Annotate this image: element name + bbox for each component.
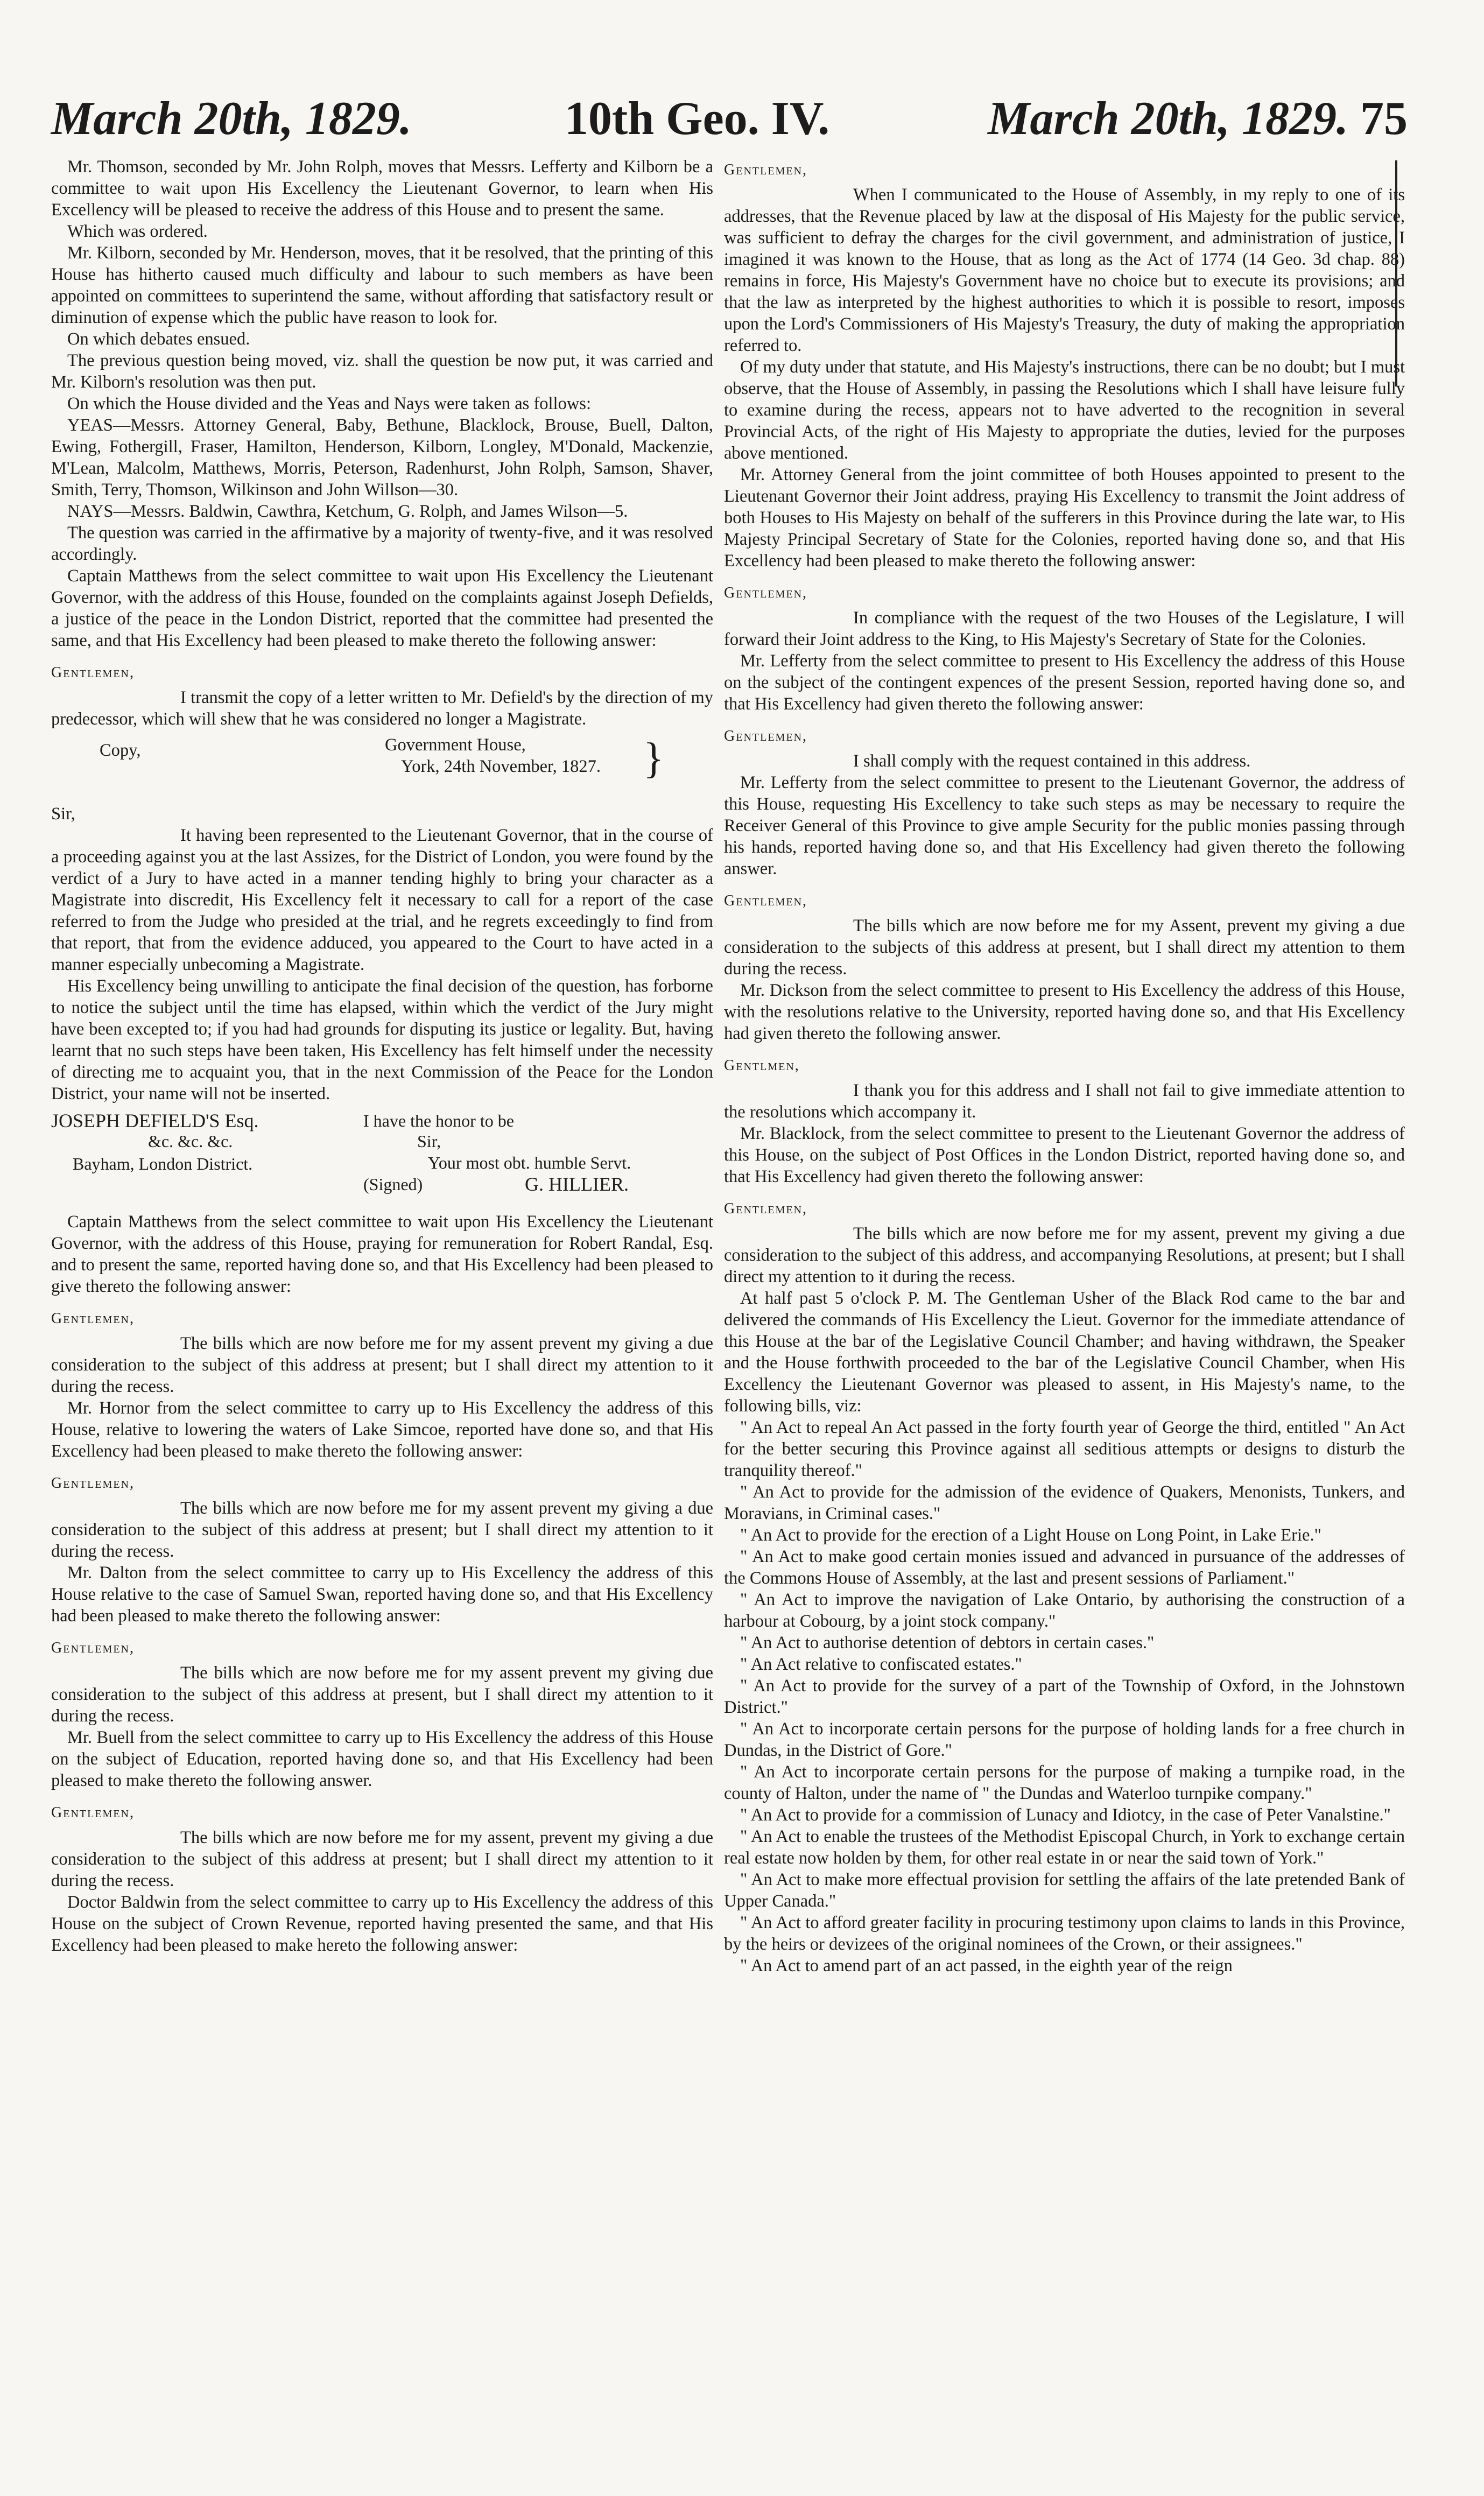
paragraph: Mr. Dalton from the select committee to carry up to His Excellency the address of this House relative to the case of Samuel Swan, reported having done so, and that His Excellency had been pleased to make thereto the following answer: bbox=[51, 1563, 713, 1626]
paragraph: On which the House divided and the Yeas and Nays were taken as follows: bbox=[67, 394, 591, 413]
page-number: 75 bbox=[1360, 93, 1408, 145]
reply-text: The bills which are now before me for my Assent, prevent my giving a due consideration to the subjects of this address at present, but I shall direct my attention to them during the recess. bbox=[724, 916, 1405, 979]
reply-text: The bills which are now before me for my assent prevent my giving due consideration to the subject of this address at present, but I shall direct my attention to it during the recess. bbox=[51, 1663, 713, 1726]
addressee-name: JOSEPH DEFIELD'S Esq. bbox=[51, 1110, 259, 1131]
act-title: " An Act to improve the navigation of Lake Ontario, by authorising the construction of a harbour at Cobourg, by a joint stock company." bbox=[724, 1590, 1405, 1631]
letter-date: York, 24th November, 1827. bbox=[401, 757, 601, 776]
letter-body: It having been represented to the Lieutenant Governor, that in the course of a proceeding against you at the last Assizes, for the District of London, you were found by the verdict of a Jury to have acted in a manner tending highly to bring your character as a Magistrate into discredit, His Excellency felt it necessary to call for a report of the case referred to from the Judge who presided at the trial, and he regrets exceedingly to find from that report, that from the evidence adduced, you appeared to the Court to have acted in a manner especially unbecoming a Magistrate. bbox=[51, 826, 713, 974]
right-column bbox=[724, 156, 1405, 2465]
salutation: Gentlemen, bbox=[51, 1640, 135, 1656]
act-title: " An Act to authorise detention of debtors in certain cases." bbox=[740, 1633, 1155, 1653]
salutation: Gentlemen, bbox=[51, 1310, 135, 1327]
reply-text: I shall comply with the request contained in this address. bbox=[853, 751, 1251, 771]
act-title: " An Act to make good certain monies issued and advanced in pursuance of the addresses of the Commons House of Assembly, at the last and present sessions of Parliament." bbox=[724, 1547, 1405, 1588]
paragraph: Captain Matthews from the select committee to wait upon His Excellency the Lieutenant Governor, with the address of this House, praying for remuneration for Robert Randal, Esq. and to present the same, reported having done so, and that His Excellency had been pleased to give thereto the following answer: bbox=[51, 1212, 713, 1296]
reply-text: The bills which are now before me for my assent prevent my giving a due consideration to the subject of this address at present; but I shall direct my attention to it during the recess. bbox=[51, 1334, 713, 1396]
salutation: Gentlemen, bbox=[51, 664, 135, 681]
paragraph: On which debates ensued. bbox=[67, 329, 250, 349]
reply-text: The bills which are now before me for my assent, prevent my giving a due consideration to the subject of this address at present; but I shall direct my attention to it during the recess. bbox=[51, 1828, 713, 1890]
paragraph: Mr. Buell from the select committee to carry up to His Excellency the address of this House on the subject of Education, reported having done so, and that His Excellency had been pleased to make thereto the following answer. bbox=[51, 1728, 713, 1790]
brace-mark: } bbox=[643, 735, 664, 782]
paragraph: The question was carried in the affirmative by a majority of twenty-five, and it was resolved accordingly. bbox=[51, 523, 713, 564]
reply-text: In compliance with the request of the two Houses of the Legislature, I will forward their Joint address to the King, to His Majesty's Secretary of State for the Colonies. bbox=[724, 608, 1405, 649]
reply-text: I transmit the copy of a letter written to Mr. Defield's by the direction of my predecessor, which will shew that he was considered no longer a Magistrate. bbox=[51, 688, 713, 729]
addressee-etc: &c. &c. &c. bbox=[148, 1131, 233, 1151]
paragraph: Mr. Blacklock, from the select committee to present to the Lieutenant Governor the address of this House, on the subject of Post Offices in the London District, reported having done so, and that His Excellency had given thereto the following answer: bbox=[724, 1124, 1405, 1186]
closing-honor: I have the honor to be bbox=[363, 1111, 514, 1130]
salutation: Gentlemen, bbox=[724, 892, 807, 909]
header-left-date: March 20th, 1829. bbox=[51, 93, 412, 145]
act-title: " An Act to repeal An Act passed in the forty fourth year of George the third, entitled " An Act for the better securing this Province against all seditious attempts or designs to disturb the tranquility thereof." bbox=[724, 1418, 1405, 1480]
letter-salutation: Sir, bbox=[51, 804, 75, 824]
act-title: " An Act to provide for the admission of the evidence of Quakers, Menonists, Tunkers, and Moravians, in Criminal cases." bbox=[724, 1482, 1405, 1523]
paragraph: Mr. Dickson from the select committee to present to His Excellency the address of this House, with the resolutions relative to the University, reported having done so, and that His Excellency had given thereto the following answer. bbox=[724, 981, 1405, 1043]
paragraph: At half past 5 o'clock P. M. The Gentleman Usher of the Black Rod came to the bar and delivered the commands of His Excellency the Lieut. Governor for the immediate attendance of this House at the bar of the Legislative Council Chamber; and having withdrawn, the Speaker and the House forthwith proceeded to the bar of the Legislative Council Chamber, when His Excellency the Lieutenant Governor was pleased to assent, in His Majesty's name, to the following bills, viz: bbox=[724, 1289, 1405, 1416]
act-title: " An Act to incorporate certain persons for the purpose of making a turnpike road, in the county of Halton, under the name of " the Dundas and Waterloo turnpike company." bbox=[724, 1762, 1405, 1803]
salutation: Gentlemen, bbox=[724, 161, 807, 178]
act-title: " An Act relative to confiscated estates." bbox=[740, 1655, 1022, 1674]
act-title: " An Act to incorporate certain persons for the purpose of holding lands for a free church in Dundas, in the District of Gore." bbox=[724, 1719, 1405, 1760]
letter-place-date bbox=[385, 734, 601, 777]
act-title: " An Act to provide for a commission of Lunacy and Idiotcy, in the case of Peter Vanalstine." bbox=[740, 1805, 1391, 1825]
act-title: " An Act to provide for the erection of a Light House on Long Point, in Lake Erie." bbox=[740, 1525, 1321, 1545]
paragraph: Captain Matthews from the select committee to wait upon His Excellency the Lieutenant Governor, with the address of this House, founded on the complaints against Joseph Defields, a justice of the peace in the London District, reported that the committee had presented the same, and that His Excellency had been pleased to make thereto the following answer: bbox=[51, 566, 713, 650]
act-title: " An Act to make more effectual provision for settling the affairs of the late pretended Bank of Upper Canada." bbox=[724, 1870, 1405, 1911]
header-regnal-year: 10th Geo. IV. bbox=[564, 93, 830, 145]
yeas-list: YEAS—Messrs. Attorney General, Baby, Bethune, Blacklock, Brouse, Buell, Dalton, Ewing, Fothergill, Fraser, Hamilton, Henderson, Kilborn, Longley, M'Donald, Mackenzie, M'Lean, Malcolm, Matthews, Morris, Peterson, Radenhurst, John Rolph, Samson, Shaver, Smith, Terry, Thomson, Wilkinson and John Willson—30. bbox=[51, 416, 713, 500]
salutation: Gentlemen, bbox=[51, 1804, 135, 1821]
letter-signature-block bbox=[51, 1110, 713, 1201]
nays-list: NAYS—Messrs. Baldwin, Cawthra, Ketchum, G. Rolph, and James Wilson—5. bbox=[67, 502, 628, 521]
copy-label: Copy, bbox=[100, 741, 141, 760]
signed-label: (Signed) bbox=[363, 1175, 423, 1194]
closing-servant: Your most obt. humble Servt. bbox=[428, 1153, 631, 1172]
left-column bbox=[51, 156, 713, 2465]
paragraph: Of my duty under that statute, and His Majesty's instructions, there can be no doubt; but I must observe, that the House of Assembly, in passing the Resolutions which I shall have leisure fully to examine during the recess, appears not to have adverted to the recognition in several Provincial Acts, of the right of His Majesty to appropriate the duties, levied for the purposes above mentioned. bbox=[724, 357, 1405, 463]
reply-text: When I communicated to the House of Assembly, in my reply to one of its addresses, that the Revenue placed by law at the disposal of His Majesty for the public service, was sufficient to defray the charges for the civil government, and administration of justice, I imagined it was known to the House, that as long as the Act of 1774 (14 Geo. 3d chap. 88) remains in force, His Majesty's Government have no choice but to execute its provisions; and that the law as interpreted by the highest authorities to which it is possible to resort, imposes upon the Lord's Commissioners of His Majesty's Treasury, the duty of making the appropriation referred to. bbox=[724, 185, 1405, 355]
paragraph: Mr. Kilborn, seconded by Mr. Henderson, moves, that it be resolved, that the printing of this House has hitherto caused much difficulty and labour to such members as have been appointed on committees to superintend the same, without affording that satisfactory result or diminution of expense which the public have reason to look for. bbox=[51, 243, 713, 327]
salutation: Gentlemen, bbox=[724, 728, 807, 744]
reply-text: The bills which are now before me for my assent, prevent my giving a due consideration to the subject of this address, and accompanying Resolutions, at present; but I shall direct my attention to it during the recess. bbox=[724, 1224, 1405, 1286]
paragraph: The previous question being moved, viz. shall the question be now put, it was carried and Mr. Kilborn's resolution was then put. bbox=[51, 351, 713, 392]
letter-heading bbox=[51, 734, 713, 799]
salutation: Gentlemen, bbox=[724, 1200, 807, 1217]
salutation: Gentlmen, bbox=[724, 1057, 800, 1074]
act-title: " An Act to amend part of an act passed, in the eighth year of the reign bbox=[740, 1956, 1233, 1975]
paragraph: Doctor Baldwin from the select committee to carry up to His Excellency the address of this House on the subject of Crown Revenue, reported having presented the same, and that His Excellency had been pleased to make hereto the following answer: bbox=[51, 1893, 713, 1955]
act-title: " An Act to afford greater facility in procuring testimony upon claims to lands in this Province, by the heirs or devizees of the original nominees of the Crown, or their assignees." bbox=[724, 1913, 1405, 1954]
paragraph: Mr. Lefferty from the select committee to present to His Excellency the address of this House on the subject of the contingent expences of the present Session, reported having done so, and that His Excellency had given thereto the following answer: bbox=[724, 651, 1405, 714]
reply-text: I thank you for this address and I shall not fail to give immediate attention to the resolutions which accompany it. bbox=[724, 1081, 1405, 1122]
letter-place: Government House, bbox=[385, 735, 526, 755]
act-title: " An Act to provide for the survey of a part of the Township of Oxford, in the Johnstown District." bbox=[724, 1676, 1405, 1717]
salutation: Gentlemen, bbox=[51, 1475, 135, 1492]
salutation: Gentlemen, bbox=[724, 585, 807, 601]
closing-sir: Sir, bbox=[417, 1131, 441, 1151]
page-header bbox=[51, 92, 1408, 161]
signer-name: G. HILLIER. bbox=[525, 1173, 629, 1195]
reply-text: The bills which are now before me for my assent prevent my giving a due consideration to the subject of this address at present; but I shall direct my attention to it during the recess. bbox=[51, 1499, 713, 1561]
addressee-place: Bayham, London District. bbox=[73, 1154, 253, 1173]
paragraph: Which was ordered. bbox=[67, 222, 208, 241]
paragraph: Mr. Lefferty from the select committee to present to the Lieutenant Governor, the address of this House, requesting His Excellency to take such steps as may be necessary to require the Receiver General of this Province to give ample Security for the public monies passing through his hands, reported having done so, and that His Excellency had given thereto the following answer. bbox=[724, 773, 1405, 878]
letter-body: His Excellency being unwilling to anticipate the final decision of the question, has forborne to notice the subject until the time has elapsed, within which the verdict of the Jury might have been excepted to; if you had had grounds for disputing its justice or legality. But, having learnt that no such steps have been taken, His Excellency has felt himself under the necessity of directing me to acquaint you, that in the next Commission of the Peace for the London District, your name will not be inserted. bbox=[51, 976, 713, 1103]
paragraph: Mr. Thomson, seconded by Mr. John Rolph, moves that Messrs. Lefferty and Kilborn be a committee to wait upon His Excellency the Lieutenant Governor, to learn when His Excellency will be pleased to receive the address of this House and to present the same. bbox=[51, 157, 713, 220]
act-title: " An Act to enable the trustees of the Methodist Episcopal Church, in York to exchange certain real estate now holden by them, for other real estate in or near the said town of York." bbox=[724, 1827, 1405, 1868]
paragraph: Mr. Hornor from the select committee to carry up to His Excellency the address of this House, relative to lowering the waters of Lake Simcoe, reported have done so, and that His Excellency had been pleased to make thereto the following answer: bbox=[51, 1398, 713, 1461]
header-right-date: March 20th, 1829. bbox=[988, 93, 1348, 145]
paragraph: Mr. Attorney General from the joint committee of both Houses appointed to present to the Lieutenant Governor their Joint address, praying His Excellency to transmit the Joint address of both Houses to His Majesty on behalf of the sufferers in this Province during the late war, to His Majesty Principal Secretary of State for the Colonies, reported having done so, and that His Excellency had been pleased to make thereto the following answer: bbox=[724, 465, 1405, 571]
